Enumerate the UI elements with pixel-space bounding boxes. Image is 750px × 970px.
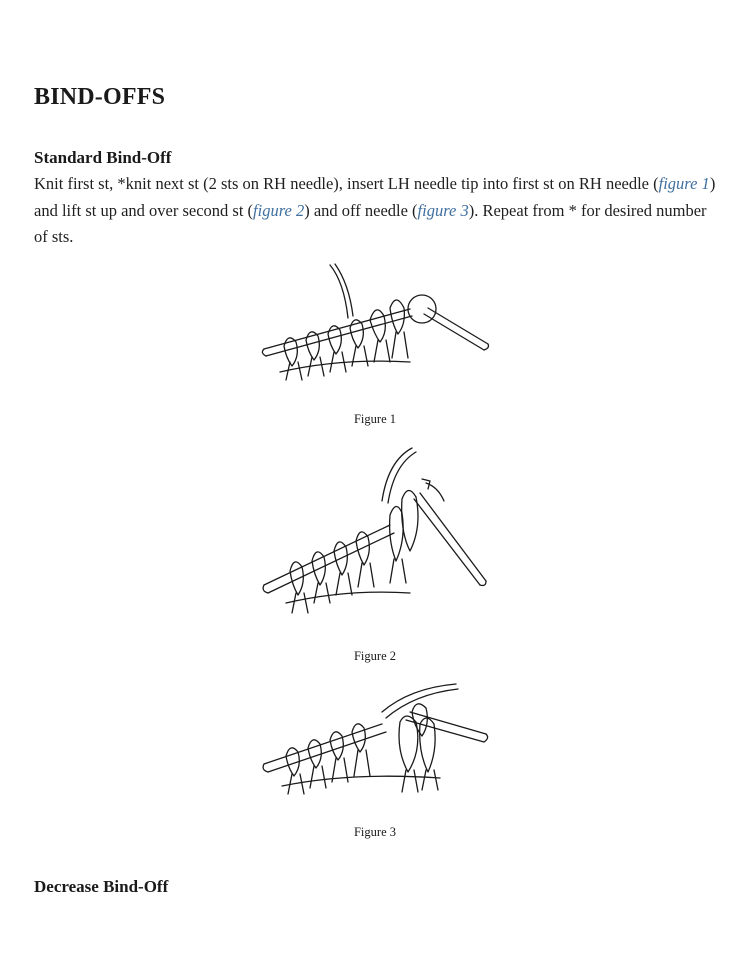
knitting-illustration-pass-over	[250, 443, 500, 633]
knitting-illustration-lift-stitch	[250, 262, 500, 392]
knitting-illustration-off-needle	[250, 682, 500, 812]
figure-2-caption: Figure 2	[353, 649, 396, 663]
figure-2-link[interactable]: figure 2	[253, 200, 305, 220]
standard-bind-off-instructions	[34, 171, 724, 251]
figure-3-link[interactable]: figure 3	[417, 200, 469, 220]
figure-1-illustration	[250, 262, 500, 392]
page-title: BIND-OFFS	[34, 84, 166, 110]
figure-1-caption: Figure 1	[353, 412, 396, 426]
section-title-decrease-bind-off: Decrease Bind-Off	[34, 877, 169, 896]
section-title-standard-bind-off: Standard Bind-Off	[34, 148, 172, 167]
instruction-text-3: ) and off needle (	[304, 200, 418, 220]
instruction-text-4: ). Repeat from * for desired number of sts.	[34, 200, 707, 246]
figure-1-link[interactable]: figure 1	[658, 174, 710, 193]
instruction-text-1: Knit first st, *knit next st (2 sts on RH needle), insert LH needle tip into first st on RH needle (	[34, 174, 659, 193]
instruction-text-2: ) and lift st up and over second st (	[34, 174, 716, 220]
figure-3-illustration	[250, 682, 500, 812]
figure-2-illustration	[250, 443, 500, 633]
figure-3-caption: Figure 3	[353, 825, 396, 839]
